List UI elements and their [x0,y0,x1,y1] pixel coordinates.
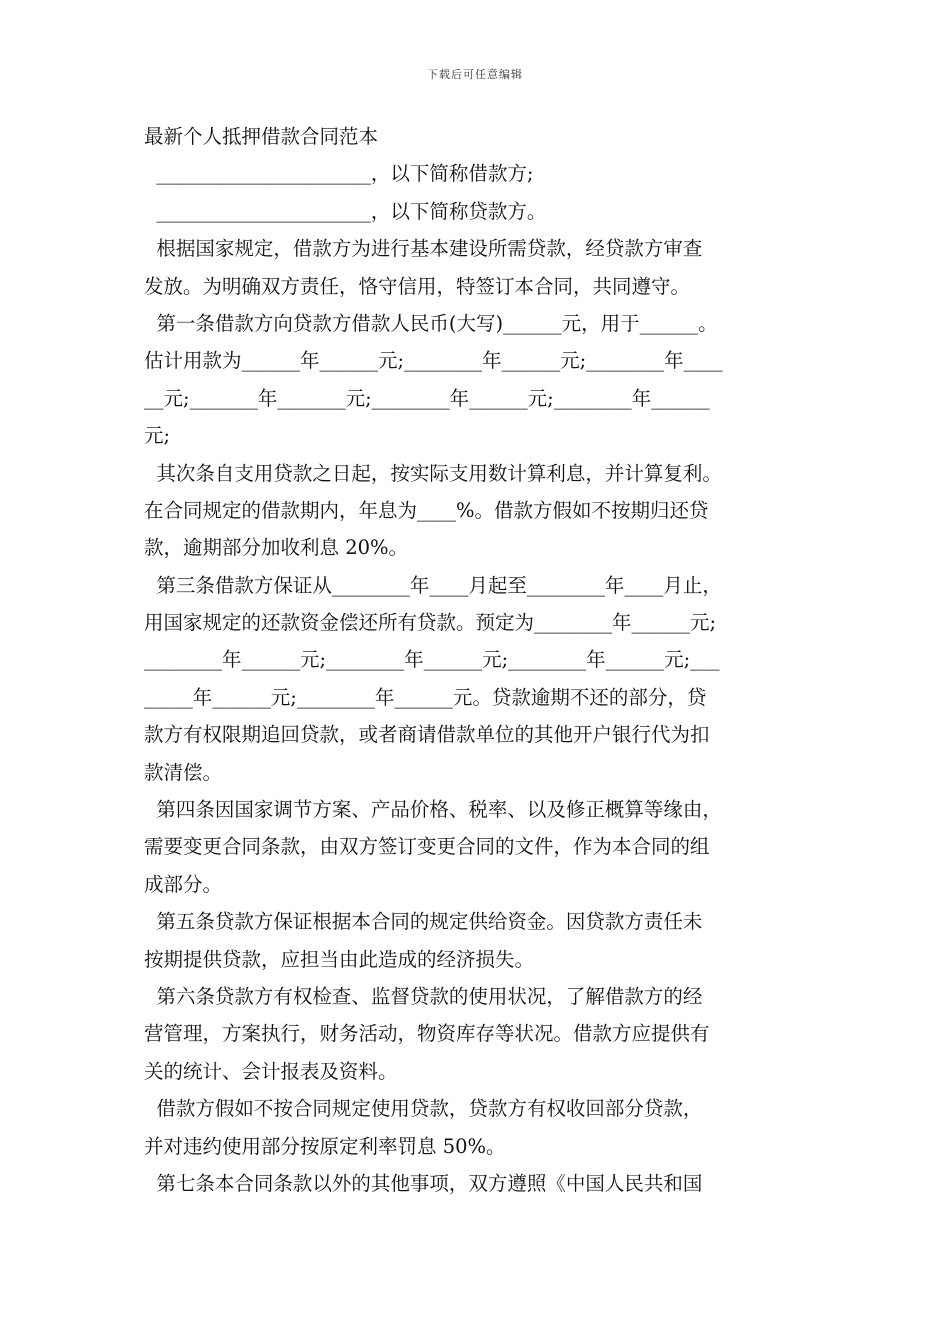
document-title: 最新个人抵押借款合同范本 [144,125,379,148]
paragraph-line: 元; [144,424,171,448]
contract-paragraphs [144,230,824,1202]
paragraph-line: 款方有权限期追回贷款，或者商请借款单位的其他开户银行代为扣 [144,723,710,747]
paragraph-article-7 [144,1165,824,1202]
paragraph-line: 其次条自支用贷款之日起，按实际支用数计算利息，并计算复利。 [144,461,722,485]
lender-party-line: ______________________，以下简称贷款方。 [144,199,547,223]
paragraph-line: _____年______元;________年______元。贷款逾期不还的部分，贷 [144,685,707,709]
paragraph-article-1 [144,305,824,455]
paragraph-line: 第三条借款方保证从________年____月起至________年____月止， [144,573,722,597]
paragraph-article-6 [144,978,824,1090]
paragraph-article-5 [144,903,824,978]
paragraph-line: 发放。为明确双方责任，恪守信用，特签订本合同，共同遵守。 [144,274,691,298]
paragraph-line: 在合同规定的借款期内，年息为____%。借款方假如不按期归还贷 [144,498,709,522]
paragraph-line: 并对违约使用部分按原定利率罚息 50%。 [144,1134,506,1158]
paragraph-line: 估计用款为______年______元;________年______元;________年____ [144,349,723,373]
paragraph-line: 需要变更合同条款，由双方签订变更合同的文件，作为本合同的组 [144,835,710,859]
paragraph-line: __元;_______年_______元;________年______元;________年______ [144,386,710,410]
paragraph-line: 关的统计、会计报表及资料。 [144,1059,398,1083]
paragraph-article-2 [144,455,824,567]
paragraph-line: 成部分。 [144,872,223,896]
paragraph-line: 第一条借款方向贷款方借款人民币(大写)______元，用于______。 [144,311,718,335]
paragraph-line: 用国家规定的还款资金偿还所有贷款。预定为________年______元; [144,611,717,635]
paragraph-line: 按期提供贷款，应担当由此造成的经济损失。 [144,947,535,971]
paragraph-line: 营管理，方案执行，财务活动，物资库存等状况。借款方应提供有 [144,1022,710,1046]
paragraph-line: 第四条因国家调节方案、产品价格、税率、以及修正概算等缘由， [144,798,722,822]
paragraph-line: 第五条贷款方保证根据本合同的规定供给资金。因贷款方责任未 [144,910,703,934]
paragraph-line: 款清偿。 [144,760,223,784]
paragraph-article-6-supplement [144,1090,824,1165]
contract-document [144,118,824,1202]
paragraph-line: ________年______元;________年______元;________年______元;___ [144,648,720,672]
paragraph-preamble [144,230,824,305]
paragraph-line: 借款方假如不按合同规定使用贷款，贷款方有权收回部分贷款， [144,1097,703,1121]
page-header-note: 下载后可任意编辑 [427,68,523,81]
paragraph-line: 根据国家规定，借款方为进行基本建设所需贷款，经贷款方审查 [144,237,703,261]
paragraph-line: 款，逾期部分加收利息 20%。 [144,536,409,560]
paragraph-line: 第七条本合同条款以外的其他事项，双方遵照《中国人民共和国 [144,1171,703,1195]
paragraph-article-4 [144,791,824,903]
paragraph-article-3 [144,567,824,791]
paragraph-line: 第六条贷款方有权检查、监督贷款的使用状况，了解借款方的经 [144,984,703,1008]
borrower-party-line: ______________________，以下简称借款方; [144,162,534,186]
